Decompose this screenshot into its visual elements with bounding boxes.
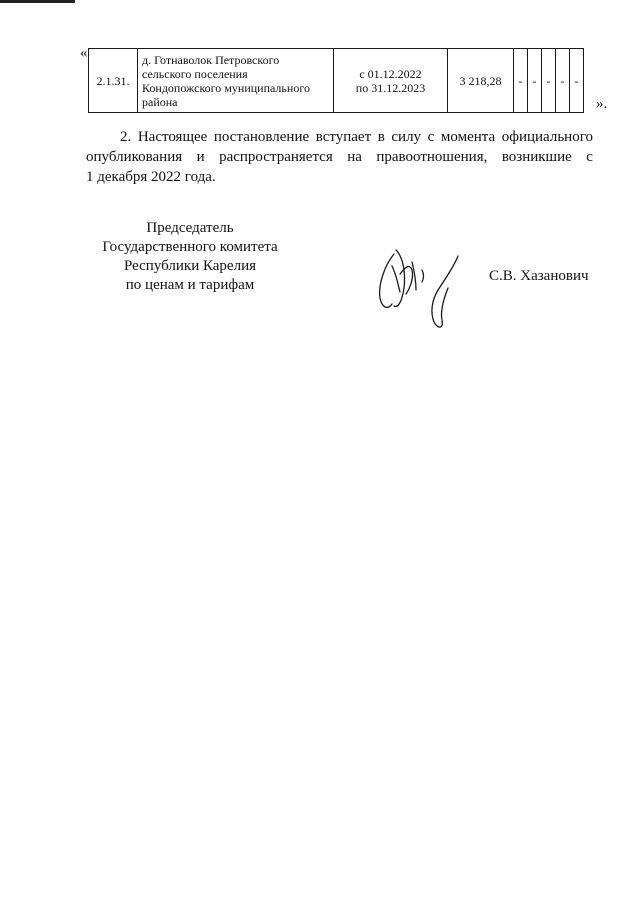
empty-value-cell: - bbox=[556, 49, 570, 113]
settlement-name-line: д. Готнаволок Петровского bbox=[142, 52, 280, 67]
paragraph-word: с bbox=[427, 129, 435, 145]
handwritten-signature bbox=[372, 236, 482, 336]
table-close-quote: ». bbox=[596, 96, 608, 112]
paragraph-word: на bbox=[347, 149, 362, 165]
paragraph-word: распространяется bbox=[219, 149, 333, 165]
header-rule bbox=[0, 0, 75, 3]
empty-value-cell: - bbox=[542, 49, 556, 113]
paragraph-2 bbox=[86, 127, 593, 187]
table-open-quote: « bbox=[80, 45, 88, 61]
empty-value-cell: - bbox=[528, 49, 542, 113]
period-cell bbox=[334, 49, 448, 113]
settlement-name-line: Кондопожского муниципального bbox=[142, 80, 310, 95]
settlement-name-line: района bbox=[142, 94, 178, 109]
row-number-cell: 2.1.31. bbox=[89, 49, 138, 113]
period-end: по 31.12.2023 bbox=[355, 80, 426, 95]
signatory-position bbox=[90, 219, 290, 295]
tariff-value-cell: 3 218,28 bbox=[448, 49, 514, 113]
empty-value-cell: - bbox=[514, 49, 528, 113]
paragraph-word: правоотношения, bbox=[376, 149, 488, 165]
table-row bbox=[89, 49, 584, 113]
paragraph-line bbox=[86, 147, 593, 167]
paragraph-word: силу bbox=[391, 129, 422, 145]
paragraph-word: возникшие bbox=[501, 149, 572, 165]
tariff-table bbox=[88, 48, 584, 113]
paragraph-word: 2. bbox=[120, 129, 132, 145]
paragraph-word: и bbox=[196, 149, 205, 165]
position-line: по ценам и тарифам bbox=[125, 277, 255, 293]
paragraph-word: вступает bbox=[315, 129, 372, 145]
paragraph-word: момента bbox=[440, 129, 496, 145]
paragraph-word: опубликования bbox=[86, 149, 183, 165]
paragraph-line bbox=[86, 167, 593, 187]
paragraph-word: в bbox=[377, 129, 385, 145]
period-start: с 01.12.2022 bbox=[359, 66, 422, 81]
paragraph-word: Настоящее bbox=[137, 129, 208, 145]
paragraph-word: 1 декабря 2022 года. bbox=[86, 169, 216, 185]
position-line: Государственного комитета bbox=[102, 239, 278, 255]
signer-name: С.В. Хазанович bbox=[489, 268, 589, 284]
position-line: Председатель bbox=[146, 220, 234, 236]
paragraph-word: официального bbox=[501, 129, 593, 145]
position-line: Республики Карелия bbox=[123, 258, 257, 274]
empty-value-cell: - bbox=[570, 49, 584, 113]
paragraph-word: постановление bbox=[213, 129, 310, 145]
paragraph-word: с bbox=[586, 149, 593, 165]
paragraph-line bbox=[86, 127, 593, 147]
settlement-name-line: сельского поселения bbox=[142, 66, 248, 81]
settlement-name-cell bbox=[138, 49, 334, 113]
